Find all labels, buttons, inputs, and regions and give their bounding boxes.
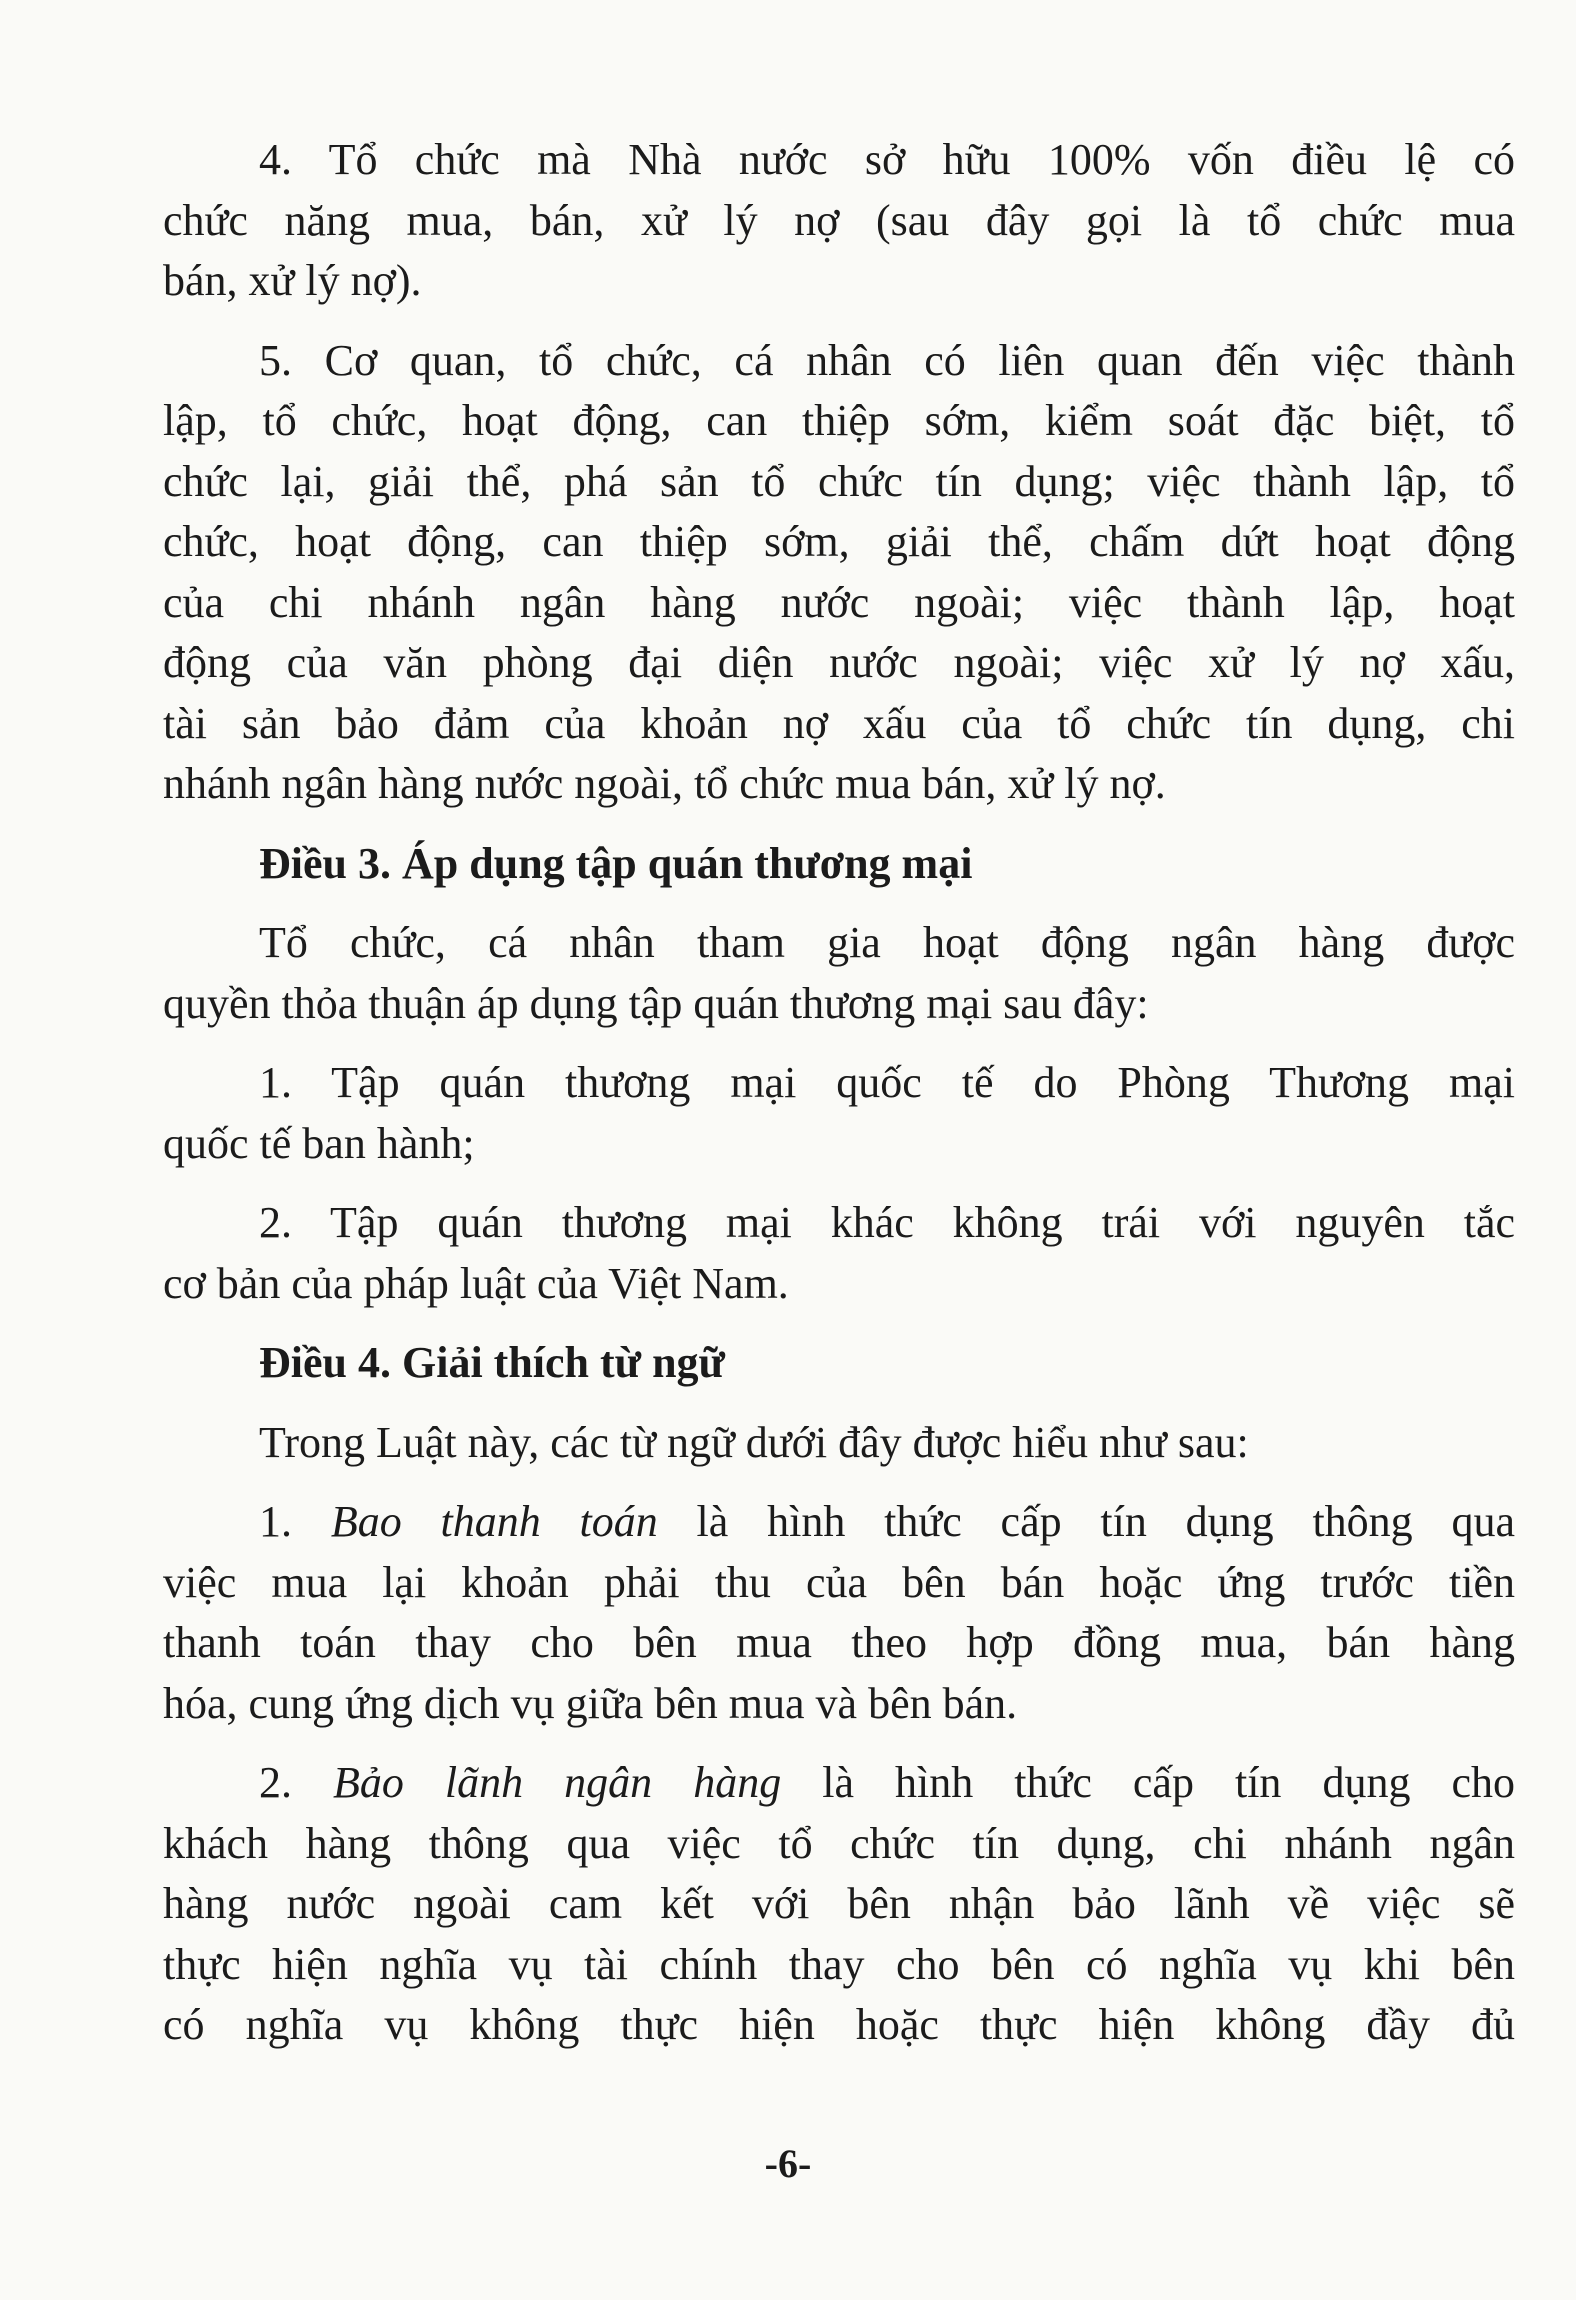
article-heading (163, 1333, 1515, 1394)
text-line: có nghĩa vụ không thực hiện hoặc thực hiện không đầy đủ (163, 2000, 1515, 2049)
definition-text: là hình thức cấp tín dụng cho (781, 1758, 1515, 1807)
text-line: thực hiện nghĩa vụ tài chính thay cho bên có nghĩa vụ khi bên (163, 1939, 1515, 1989)
text-line: động của văn phòng đại diện nước ngoài; việc xử lý nợ xấu, (163, 638, 1515, 687)
text-line: của chi nhánh ngân hàng nước ngoài; việc thành lập, hoạt (163, 577, 1515, 627)
text-line: nhánh ngân hàng nước ngoài, tổ chức mua bán, xử lý nợ. (163, 759, 1166, 808)
text-line (163, 1753, 1515, 1814)
page-number: -6- (764, 2141, 812, 2186)
text-line: 5. Cơ quan, tổ chức, cá nhân có liên quan đến việc thành (259, 335, 1515, 385)
text-line: thanh toán thay cho bên mua theo hợp đồng mua, bán hàng (163, 1618, 1515, 1667)
text-line: bán, xử lý nợ). (163, 256, 422, 305)
text-line: quốc tế ban hành; (163, 1118, 475, 1168)
definition-text: là hình thức cấp tín dụng thông qua (657, 1497, 1515, 1546)
text-line: cơ bản của pháp luật của Việt Nam. (163, 1258, 789, 1308)
text-line: Điều 3. Áp dụng tập quán thương mại (259, 838, 973, 888)
paragraph (163, 1753, 1515, 2056)
defined-term: Bảo lãnh ngân hàng (333, 1758, 782, 1807)
text-line: hóa, cung ứng dịch vụ giữa bên mua và bên bán. (163, 1678, 1018, 1728)
paragraph (163, 1413, 1515, 1474)
paragraph (163, 1053, 1515, 1174)
paragraph (163, 331, 1515, 815)
text-line: chức lại, giải thể, phá sản tổ chức tín dụng; việc thành lập, tổ (163, 456, 1515, 506)
text-line: hàng nước ngoài cam kết với bên nhận bảo lãnh về việc sẽ (163, 1879, 1515, 1928)
text-line: chức, hoạt động, can thiệp sớm, giải thể, chấm dứt hoạt động (163, 517, 1515, 566)
text-line: Trong Luật này, các từ ngữ dưới đây được hiểu như sau: (259, 1417, 1249, 1467)
text-line: việc mua lại khoản phải thu của bên bán hoặc ứng trước tiền (163, 1557, 1515, 1607)
text-line: quyền thỏa thuận áp dụng tập quán thương mại sau đây: (163, 978, 1149, 1028)
text-line: Điều 4. Giải thích từ ngữ (259, 1338, 725, 1387)
paragraph (163, 913, 1515, 1034)
document-body (163, 130, 1515, 2075)
defined-term: Bao thanh toán (330, 1497, 658, 1546)
text-line: 4. Tổ chức mà Nhà nước sở hữu 100% vốn điều lệ có (259, 135, 1515, 184)
text-line (163, 1492, 1515, 1553)
item-number: 2. (259, 1758, 334, 1807)
text-line: tài sản bảo đảm của khoản nợ xấu của tổ chức tín dụng, chi (163, 698, 1515, 748)
text-line: lập, tổ chức, hoạt động, can thiệp sớm, kiểm soát đặc biệt, tổ (163, 396, 1515, 445)
article-heading (163, 834, 1515, 895)
paragraph (163, 1492, 1515, 1734)
text-line: 2. Tập quán thương mại khác không trái với nguyên tắc (259, 1198, 1515, 1247)
text-line: chức năng mua, bán, xử lý nợ (sau đây gọi là tổ chức mua (163, 195, 1515, 245)
text-line: khách hàng thông qua việc tổ chức tín dụng, chi nhánh ngân (163, 1818, 1515, 1868)
text-line: 1. Tập quán thương mại quốc tế do Phòng Thương mại (259, 1058, 1515, 1107)
text-line: Tổ chức, cá nhân tham gia hoạt động ngân hàng được (259, 918, 1515, 967)
paragraph (163, 130, 1515, 312)
item-number: 1. (259, 1497, 331, 1546)
paragraph (163, 1193, 1515, 1314)
